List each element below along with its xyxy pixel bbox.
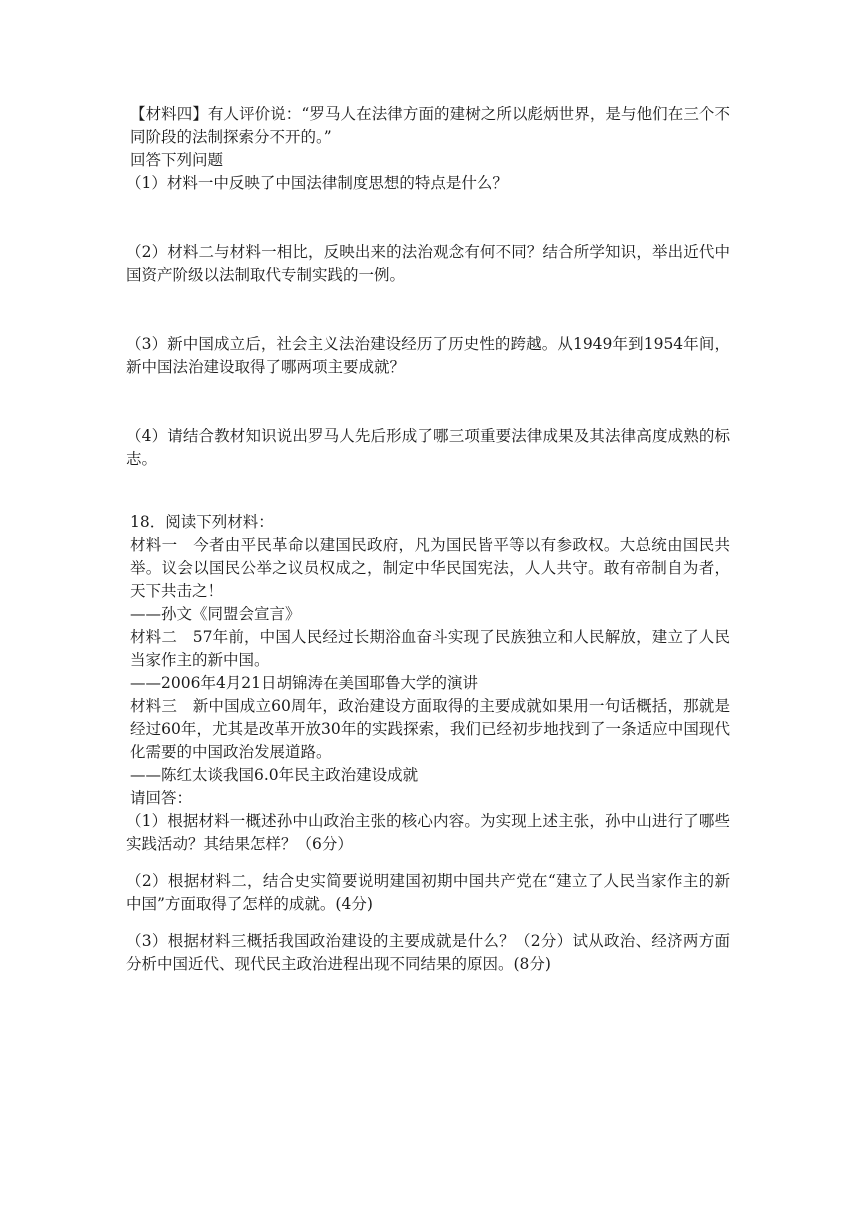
question-17-1: （1）材料一中反映了中国法律制度思想的特点是什么？ [126, 174, 508, 192]
material-4-paragraph: 【材料四】有人评价说：“罗马人在法律方面的建树之所以彪炳世界，是与他们在三个不同阶段的法制探索分不开的。” [130, 105, 730, 146]
answer-space [130, 856, 730, 870]
question-18-prompt: 请回答： [130, 789, 193, 807]
answer-prompt: 回答下列问题 [130, 151, 224, 169]
answer-space [130, 916, 730, 930]
answer-space [130, 195, 730, 241]
material-3-source: ——陈红太谈我国6.0年民主政治建设成就 [130, 766, 419, 784]
question-18-1: （1）根据材料一概述孙中山政治主张的核心内容。为实现上述主张，孙中山进行了哪些实践活动？其结果怎样？（6分） [126, 812, 730, 853]
question-17-3: （3）新中国成立后，社会主义法治建设经历了历史性的跨越。从1949年到1954年间，新中国法治建设取得了哪两项主要成就？ [126, 335, 730, 376]
answer-space [130, 471, 730, 511]
question-17-2: （2）材料二与材料一相比，反映出来的法治观念有何不同？结合所学知识，举出近代中国资产阶级以法制取代专制实践的一例。 [126, 243, 730, 284]
document-page [126, 103, 730, 976]
answer-space [130, 287, 730, 333]
material-3-text: 材料三 新中国成立60周年，政治建设方面取得的主要成就如果用一句话概括，那就是经过60年，尤其是改革开放30年的实践探索，我们已经初步地找到了一条适应中国现代化需要的中国政治发展道路。 [130, 697, 730, 761]
answer-space [130, 379, 730, 425]
question-18-2: （2）根据材料二，结合史实简要说明建国初期中国共产党在“建立了人民当家作主的新中国”方面取得了怎样的成就。(4分) [126, 872, 730, 913]
material-2-text: 材料二 57年前，中国人民经过长期浴血奋斗实现了民族独立和人民解放，建立了人民当家作主的新中国。 [130, 628, 730, 669]
question-18-heading: 18．阅读下列材料： [130, 513, 274, 531]
material-2-source: ——2006年4月21日胡锦涛在美国耶鲁大学的演讲 [130, 674, 479, 692]
material-1-source: ——孙文《同盟会宣言》 [130, 605, 301, 623]
question-18-3: （3）根据材料三概括我国政治建设的主要成就是什么？（2分）试从政治、经济两方面分析中国近代、现代民主政治进程出现不同结果的原因。(8分) [126, 932, 730, 973]
material-1-text: 材料一 今者由平民革命以建国民政府，凡为国民皆平等以有参政权。大总统由国民共举。议会以国民公举之议员权成之，制定中华民国宪法，人人共守。敢有帝制自为者，天下共击之！ [130, 536, 730, 600]
question-17-4: （4）请结合教材知识说出罗马人先后形成了哪三项重要法律成果及其法律高度成熟的标志。 [126, 427, 730, 468]
